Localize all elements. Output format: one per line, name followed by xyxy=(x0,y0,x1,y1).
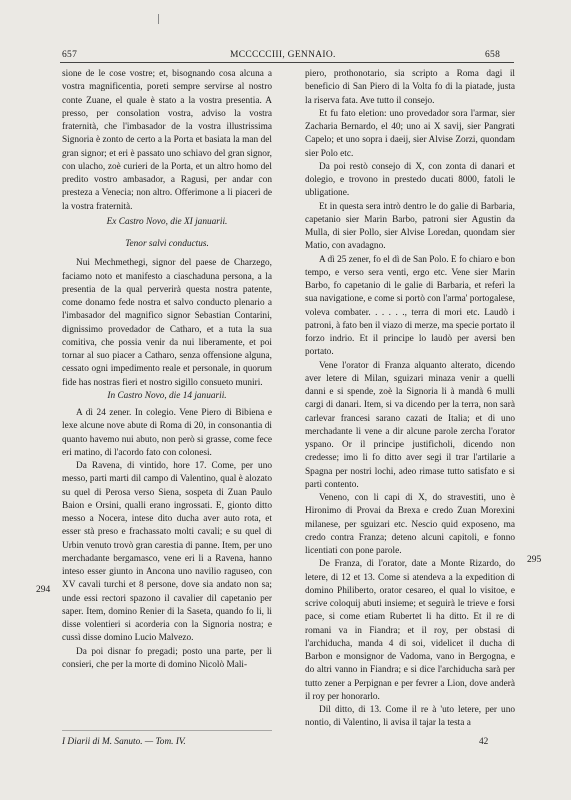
paragraph: Nui Mechmethegi, signor del paese de Charzego, faciamo noto et manifesto a ciaschaduna persona, a la presentia de la qual perverirà questa nostra patente, come donamo fede nostra et salvo conducto plenario a l'imbasador del magnifico signor Sebastian Contarini, dignissimo provedador de Catharo, et a tuta la sua comitiva, che possia venir da nui liberamente, et poi tornar al suo piacer a Catharo, senza offensione alguna, cessato ogni impedimento reale et personale, in quorum fide has nostras fieri et nostro sigillo consueto muniri. xyxy=(62,258,272,388)
right-column xyxy=(305,68,515,731)
running-header-title: MCCCCCIII, GENNAIO. xyxy=(230,50,336,60)
header-rule xyxy=(60,62,514,63)
left-column xyxy=(62,68,272,672)
paragraph: sione de le cose vostre; et, bisognando cosa alcuna a vostra magnificentia, poreti sempre servirse al nostro conte Zuane, el quale è stato a la vostra presentia. A presso, per consolation vostra, adviso la vostra fraternità, che l'imbasador de la vostra illustrissima Signoria è zonto de certo a la Porta et basiata la man del gran signor; et eri è passato uno schiavo del gran signor, con ulacho, zoè curieri de la Porta, et un altro homo del predito vostro ambasador, a Ragusi, per andar con presteza a Venecia; non altro. Offerimone a li piaceri de la vostra fraternità. xyxy=(62,69,272,212)
signature-number: 42 xyxy=(479,737,489,747)
right-page-number: 658 xyxy=(485,50,501,60)
margin-number-left: 294 xyxy=(36,585,51,595)
paragraph: Et fu fato eletion: uno provedador sora l'armar, sier Zacharia Bernardo, el 40; uno ai X savij, sier Pangrati Capelo; et uno sopra i daeij, sier Alvise Zorzi, quondam sier Polo etc. xyxy=(305,108,515,159)
left-page-number: 657 xyxy=(62,50,78,60)
paragraph: A dì 25 zener, fo el dì de San Polo. E fo chiaro e bon tempo, e verso sera venti, ergo etc. Vene sier Marin Barbo, fo capetanio di le galie di Barbaria, et referì la sua navigatione, e come si portò con l'arma' portogalese, voleva combater. . . . . ., terra di mori etc. Laudò i patroni, à fato ben il viazo di merze, ma specie portato il forzo indrio. Et il principe lo laudò per aversi ben portato. xyxy=(305,254,515,358)
dateline: Ex Castro Novo, die XI januarii. xyxy=(106,216,228,227)
paragraph: Vene l'orator di Franza alquanto alterato, dicendo aver letere di Milan, sguizari minaza venir a quelli danni e si spende, zoè la Signoria li à mandà 6 mulli cargi di danari. Item, si va dicendo per la terra, non sarà carlevar francesi sarano cazati de Italia; et di uno merchadante li vene a dir alcune parole zercha l'orator yspano. Or il principe justificholi, dicendo non credesse; imo li fo ditto aver segi il trar l'artilarie a Spagna per nostri lochi, adeo rimase tutto satisfato e si partì contento. xyxy=(305,360,515,490)
section-heading: Tenor salvi conductus. xyxy=(125,239,209,249)
paragraph: Dil ditto, di 13. Come il re à 'uto letere, per uno nontio, di Valentino, li avisa il tajar la testa a xyxy=(305,705,515,729)
paragraph: Et in questa sera intrò dentro le do galie di Barbaria, capetanio sier Marin Barbo, patroni sier Agustin da Mulla, di sier Pollo, sier Alvise Loredan, quondam sier Matio, con avadagno. xyxy=(305,201,515,252)
dateline: In Castro Novo, die 14 januarii. xyxy=(107,390,227,401)
paragraph: Da poi restò consejo di X, con zonta di danari et dolegio, e trovono in prestedo ducati 8000, fatoli le ubligatione. xyxy=(305,161,515,199)
paragraph: Da Ravena, di vintido, hore 17. Come, per uno messo, parti marti dil campo di Valentino, qual è alozato su quel di Perosa verso Siena, sospeta di Zuan Paulo Baion e Orsini, qualli erano ingrossati. E, gionto ditto messo a Nocera, intese dito ducha aver auto rota, et esser stà preso e frachassato molti cavali; e su quel di Urbin venuto trovò gran carestia di panne. Item, per uno merchadante bergamasco, vene eri li a Ravena, hanno inteso esser giunto in Ancona uno navilio raguseo, con XV cavali turchi et 8 persone, dove sia andato non sa; unde essi rectori spazono il cavalier dil capetanio per saper. Item, domino Renier di la Saseta, quando fo li, li disse volentieri si acorderia con la Signoria nostra; e cussì disse domino Lucio Malvezo. xyxy=(62,461,272,644)
footer-rule xyxy=(62,730,272,731)
scan-mark xyxy=(158,14,159,24)
footer-citation: I Diarii di M. Sanuto. — Tom. IV. xyxy=(62,737,186,747)
paragraph: Da poi disnar fo pregadi; posto una parte, per li consieri, che per la morte di domino Nicolò Mali- xyxy=(62,646,272,670)
paragraph: A dì 24 zener. In colegio. Vene Piero di Bibiena e lexe alcune nove abute di Roma di 20, in consonantia di quanto havemo nui abuto, non però si grasse, come fece eri matino, di l'acordo fato con colonesi. xyxy=(62,408,272,458)
paragraph: piero, prothonotario, sia scripto a Roma dagi il beneficio di San Piero di la Volta fo di la piatade, justa la riserva fata. Ave tutto il consejo. xyxy=(305,69,515,106)
paragraph: Veneno, con li capi di X, do stravestiti, uno è Hironimo di Provai da Brexa e credo Zuan Morexini milanese, per sguizari etc. Nescio quid exposeno, ma credo contra Franza; deteno alcuni capitoli, e fonno licentiati con pone parole. xyxy=(305,493,515,556)
paragraph: De Franza, di l'orator, date a Monte Rizardo, do letere, di 12 et 13. Come si atendeva a la expedition di domino Philiberto, orator cesareo, el qual lo visitoe, e scrive coloquij abuti insieme; et seguirà le trieve e forsi pace, si come etiam Rubertet li ha ditto. Et il re di romani va in Fiandra; et il roy, per obstasi di l'archiducha, manda 4 di soi, videlicet il ducha di Barbon e monsignor de Vadoma, vano in Bergogna, e do altri vanno in Fiandra; e si dice l'archiducha sarà per tutto zener a Perpignan e per fevrer a Lion, dove anderà il roy per honorarlo. xyxy=(305,559,515,702)
margin-number-right: 295 xyxy=(527,555,542,565)
